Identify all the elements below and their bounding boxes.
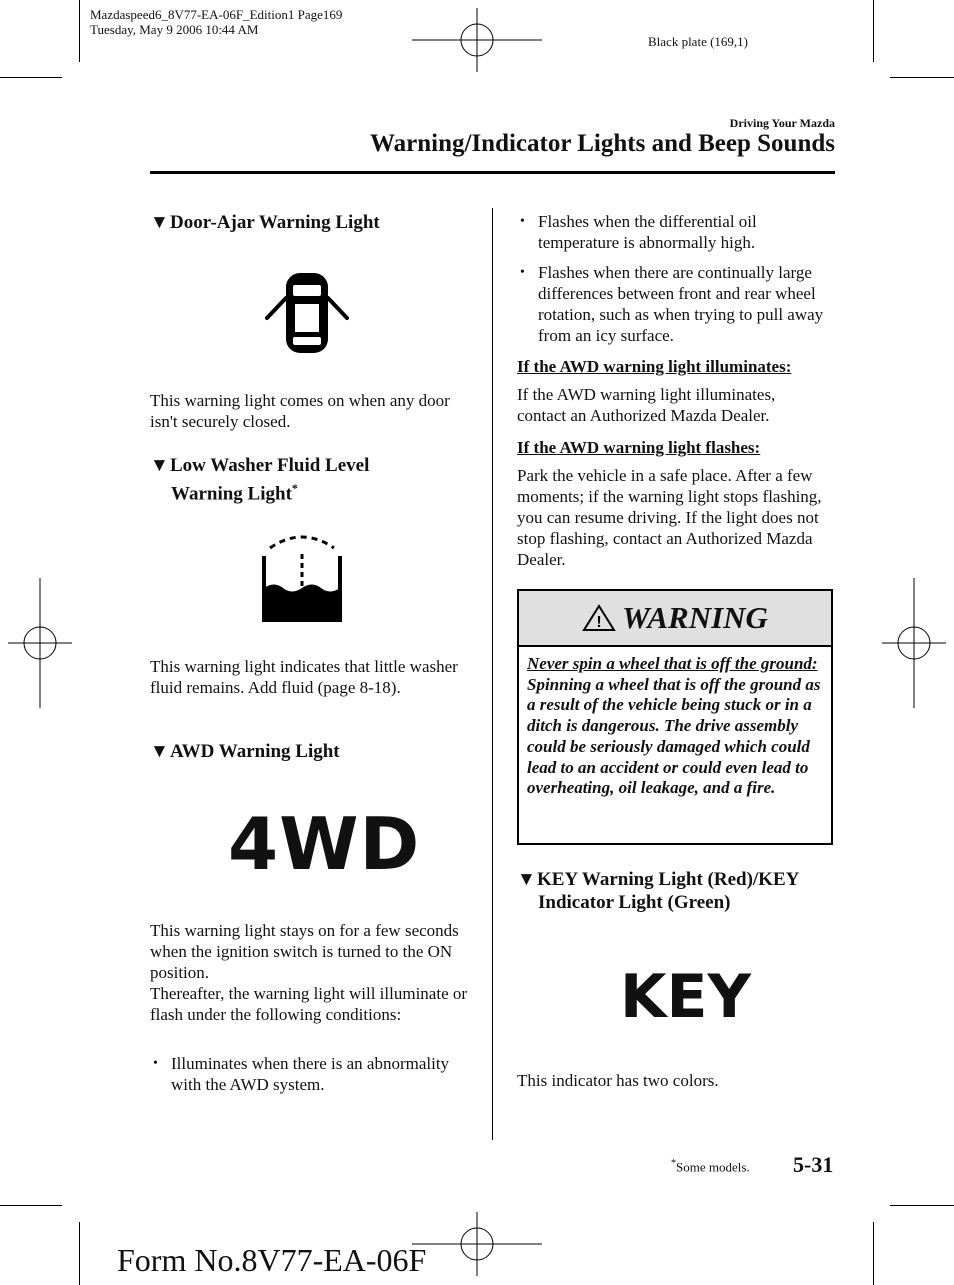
plate-label: Black plate (169,1) [648,34,748,49]
awd-4wd-icon: 4WD [228,802,421,886]
file-name-line: Mazdaspeed6_8V77-EA-06F_Edition1 Page169 [90,7,343,22]
triangle-bullet-icon: ▼ [150,212,169,233]
crop-mark [0,1205,62,1206]
key-text: This indicator has two colors. [517,1071,719,1090]
warning-header [519,591,831,647]
warning-lead: Never spin a wheel that is off the ground: [527,654,818,673]
crop-mark [79,0,80,62]
asterisk: * [671,1158,676,1169]
page-number: 5-31 [793,1152,834,1177]
awd-heading: ▼AWD Warning Light [150,741,340,762]
crop-mark [0,77,62,78]
washer-text: This warning light indicates that little washer fluid remains. Add fluid (page 8-18). [150,657,458,697]
flashes-subheading: If the AWD warning light flashes: [517,438,761,457]
door-ajar-heading: ▼Door-Ajar Warning Light [150,212,380,233]
warning-triangle-icon [582,604,616,632]
awd-bullet-list [150,1053,472,1104]
door-ajar-icon [262,270,352,356]
illuminates-text: If the AWD warning light illuminates, contact an Authorized Mazda Dealer. [517,385,776,425]
list-item: • Flashes when the differential oil temperature is abnormally high. [517,211,835,253]
registration-mark-top [412,8,542,72]
svg-text:!: ! [596,614,602,631]
washer-heading: ▼Low Washer Fluid Level Warning Light* [150,455,370,505]
crop-mark [890,1205,954,1206]
warning-body [519,647,831,806]
section-label: Driving Your Mazda [729,116,835,130]
warning-text: Spinning a wheel that is off the ground as a result of the vehicle being stuck or in a ditch is dangerous. The drive assembly could be seriously damaged which could lead to an accident or could even lead to overheating, oil leakage, and a fire. [527,674,821,798]
registration-mark-right [882,578,946,708]
triangle-bullet-icon: ▼ [150,741,169,762]
crop-mark [890,77,954,78]
list-item: • Flashes when there are continually large differences between front and rear wheel rotation, such as when trying to pull away from an icy surface. [517,262,835,346]
crop-mark [79,1222,80,1285]
awd-bullet-list-cont [517,211,835,355]
column-divider [492,208,493,1140]
crop-mark [873,1222,874,1285]
warning-title: WARNING [622,600,768,635]
triangle-bullet-icon: ▼ [517,869,536,890]
warning-box [517,589,833,845]
flashes-text: Park the vehicle in a safe place. After a few moments; if the warning light stops flashing, you can resume driving. If the light does not stop flashing, contact an Authorized Mazda Dealer. [517,466,822,569]
registration-mark-left [8,578,72,708]
washer-fluid-icon [262,534,342,622]
key-icon: KEY [620,962,751,1032]
key-heading: ▼KEY Warning Light (Red)/KEY Indicator Light (Green) [517,869,800,913]
illuminates-subheading: If the AWD warning light illuminates: [517,357,792,376]
footnote: *Some models. [671,1158,750,1175]
asterisk: * [291,481,298,495]
header-rule [150,171,835,174]
print-date-line: Tuesday, May 9 2006 10:44 AM [90,22,259,37]
door-ajar-text: This warning light comes on when any door isn't securely closed. [150,391,450,431]
triangle-bullet-icon: ▼ [150,455,169,476]
print-meta [90,7,342,37]
registration-mark-bottom [412,1212,542,1276]
crop-mark [873,0,874,62]
awd-text: This warning light stays on for a few seconds when the ignition switch is turned to the ON position. Thereafter, the warning light will illuminate or flash under the following conditions: [150,921,468,1024]
form-number: Form No.8V77-EA-06F [117,1242,427,1278]
list-item: • Illuminates when there is an abnormality with the AWD system. [150,1053,472,1095]
page-title: Warning/Indicator Lights and Beep Sounds [370,130,835,157]
